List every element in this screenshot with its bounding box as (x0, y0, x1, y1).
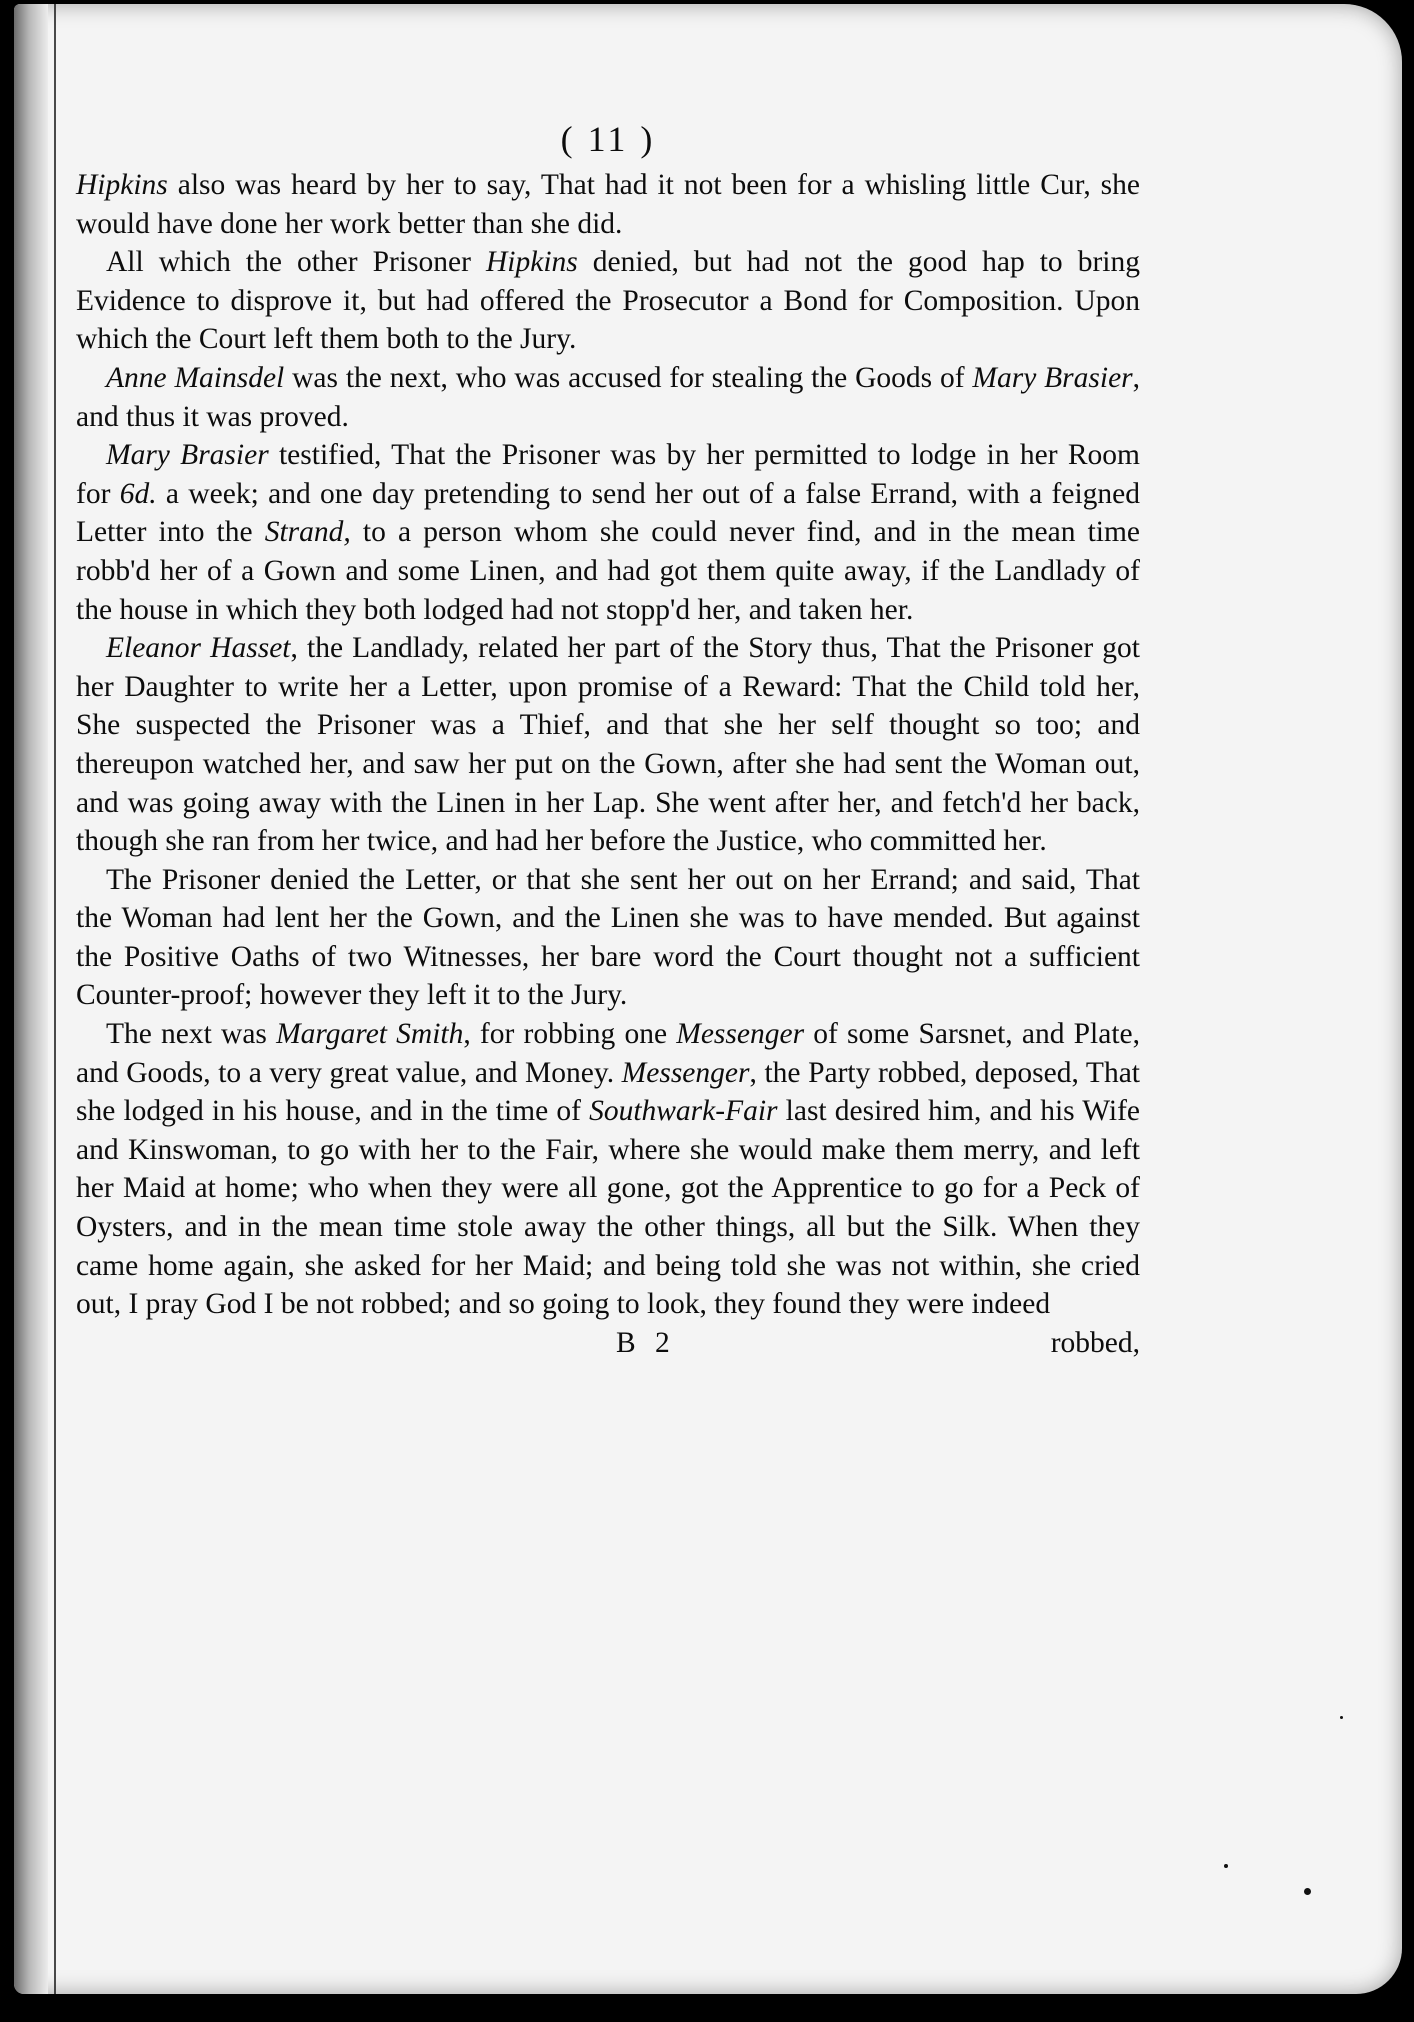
paragraph-7 (76, 1015, 1140, 1324)
text-run: was the next, who was accused for stealing the Goods of (284, 361, 973, 394)
italic-run: Mary Brasier (106, 439, 269, 472)
catchword: robbed, (1050, 1326, 1140, 1359)
italic-run: Anne Mainsdel (106, 361, 285, 394)
paragraph-3 (76, 359, 1140, 436)
paragraph-4 (76, 436, 1140, 629)
page-footer (76, 1324, 1140, 1363)
speck (1304, 1888, 1311, 1895)
page-number: ( 11 ) (560, 119, 656, 159)
italic-run: Margaret Smith (276, 1018, 464, 1051)
paragraph-5 (76, 629, 1140, 861)
text-run: , the Landlady, related her part of the Story thus, That the Prisoner got her Daughter to write her a Letter, upon promise of a Reward: That the Child told her, She suspected the Prisoner was a Thief, and that she her self thought so too; and thereupon watched her, and saw her put on the Gown, after she had sent the Woman out, and was going away with the Linen in her Lap. She went after her, and fetch'd her back, though she ran from her twice, and had her before the Justice, who committed her. (76, 632, 1140, 858)
paragraph-1 (76, 166, 1140, 243)
italic-run: Southwark-Fair (589, 1095, 778, 1128)
italic-run: 6d. (119, 477, 157, 510)
text-run: testified, That the Prisoner was by her permitted to lodge in her Room for (76, 439, 1140, 510)
text-run: of some Sarsnet, and Plate, and Goods, to a very great value, and Money. (76, 1018, 1140, 1089)
italic-run: Hipkins (485, 246, 578, 279)
binding-edge (54, 4, 56, 1994)
paragraph-6 (76, 861, 1140, 1015)
text-run: , and thus it was proved. (76, 361, 1141, 433)
signature-mark: B 2 (616, 1326, 676, 1359)
italic-run: Eleanor Hasset (106, 632, 291, 665)
text-run: denied, but had not the good hap to bring Evidence to disprove it, but had offered the Prosecutor a Bond for Composition. Upon which the Court left them both to the Jury. (76, 246, 1140, 356)
text-run: a week; and one day pretending to send her out of a false Errand, with a feigned Letter into the (76, 477, 1140, 549)
italic-run: Mary Brasier (972, 361, 1133, 394)
text-run: also was heard by her to say, That had it not been for a whisling little Cur, she would have done her work better than she did. (76, 169, 1140, 240)
paragraph-2 (76, 243, 1140, 359)
page-gutter-shadow (14, 4, 48, 1994)
book-page (14, 4, 1402, 1994)
speck (1340, 1716, 1343, 1719)
text-run: , for robbing one (463, 1018, 677, 1051)
italic-run: Hipkins (76, 169, 168, 201)
text-run: All which the other Prisoner (106, 246, 486, 279)
italic-run: Messenger (621, 1056, 750, 1089)
text-run: , the Party robbed, deposed, That she lodged in his house, and in the time of (76, 1056, 1140, 1128)
italic-run: Messenger (676, 1018, 805, 1051)
text-run: The next was (106, 1018, 277, 1051)
text-run: to a person whom she could never find, and in the mean time robb'd her of a Gown and some Linen, and had got them quite away, if the Landlady of the house in which they both lodged had not stopp'd her, and taken her. (76, 516, 1140, 626)
text-run: The Prisoner denied the Letter, or that she sent her out on her Errand; and said, That the Woman had lent her the Gown, and the Linen she was to have mended. But against the Positive Oaths of two Witnesses, her bare word the Court thought not a sufficient Counter-proof; however they left it to the Jury. (76, 863, 1140, 1012)
text-run: last desired him, and his Wife and Kinswoman, to go with her to the Fair, where she would make them merry, and left her Maid at home; who when they were all gone, got the Apprentice to go for a Peck of Oysters, and in the mean time stole away the other things, all but the Silk. When they came home again, she asked for her Maid; and being told she was not within, she cried out, I pray God I be not robbed; and so going to look, they found they were indeed (76, 1095, 1140, 1321)
italic-run: Strand, (264, 516, 351, 549)
page-text (76, 116, 1140, 1362)
speck (1224, 1864, 1228, 1868)
